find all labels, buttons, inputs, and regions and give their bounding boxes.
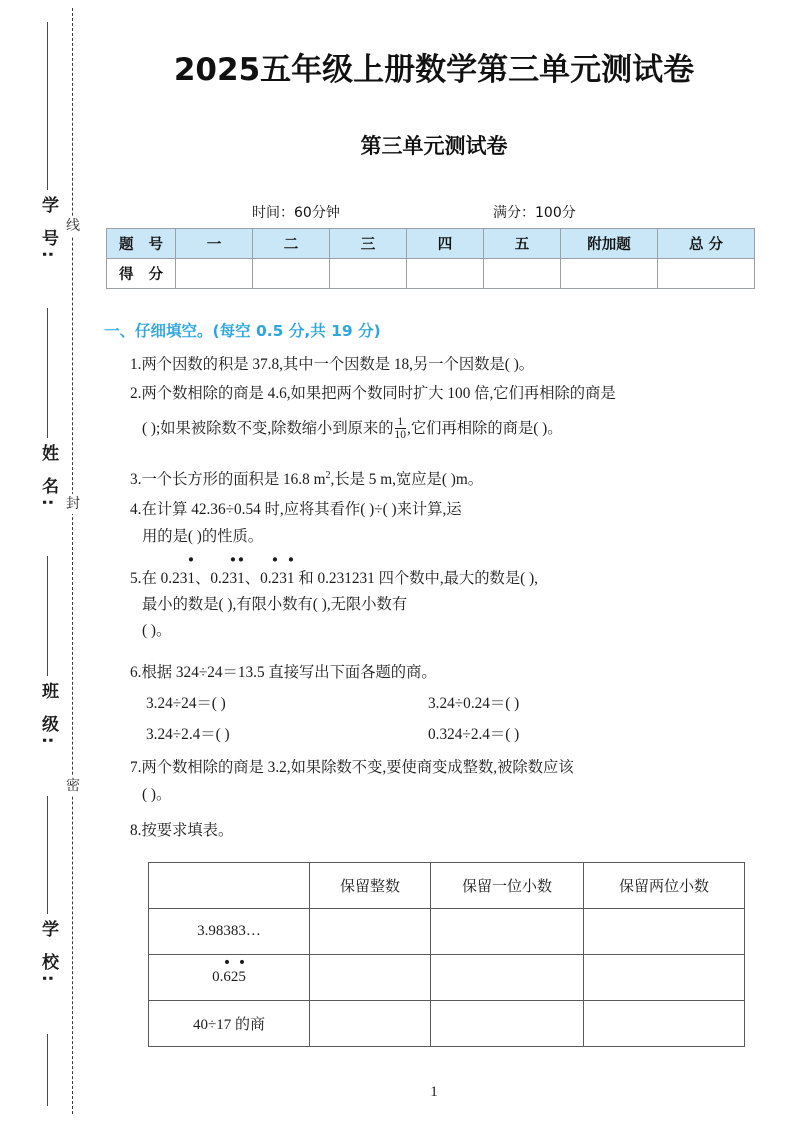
score-table-label-score: 得 分	[107, 259, 176, 289]
score-table-score-row	[107, 259, 755, 289]
exam-duration: 时间：60分钟	[252, 205, 340, 221]
fill-cell-r1c1[interactable]	[310, 909, 431, 955]
question-4-line-2: 用的是( )的性质。	[142, 528, 264, 545]
repeat-dot-digit-4: 2 ·	[272, 566, 280, 591]
fill-table-row-label-2	[149, 955, 310, 1001]
seal-char-xian: 线	[63, 216, 83, 236]
fill-table-header-integer: 保留整数	[310, 863, 431, 909]
seal-label-school: 学 校:	[38, 920, 58, 987]
score-table-header-row	[107, 229, 755, 259]
score-cell-2[interactable]	[253, 259, 330, 289]
question-1: 1.两个因数的积是 37.8,其中一个因数是 18,另一个因数是( )。	[130, 356, 535, 373]
fill-cell-r3c1[interactable]	[310, 1001, 431, 1047]
repeat-dot-digit-5: 1 ·	[287, 566, 295, 591]
fraction-one-tenth	[395, 416, 407, 441]
repeat-dot-digit-1: 1 ·	[187, 566, 195, 591]
exam-sheet	[100, 0, 768, 1122]
repeat-dot-digit-3: 1 ·	[237, 566, 245, 591]
fraction-denominator: 10	[394, 429, 407, 442]
question-7-line-2: ( )。	[142, 786, 172, 803]
seal-rule-1	[47, 22, 48, 190]
table-row	[149, 1001, 745, 1047]
question-2-line-1: 2.两个数相除的商是 4.6,如果把两个数同时扩大 100 倍,它们再相除的商是	[130, 385, 616, 402]
fill-cell-r2c1[interactable]	[310, 955, 431, 1001]
seal-rule-3	[47, 556, 48, 676]
question-5-text-mid-1: 、0.2	[195, 570, 230, 587]
section-heading-one: 一、仔细填空。(每空 0.5 分,共 19 分)	[104, 322, 381, 340]
seal-char-mi: 密	[63, 776, 83, 796]
fill-cell-r3c2[interactable]	[431, 1001, 584, 1047]
exam-full-marks: 满分：100分	[493, 205, 576, 221]
question-2-text-b: ,它们再相除的商是( )。	[407, 420, 563, 438]
score-table-col-5: 五	[484, 229, 561, 259]
score-table-col-total: 总 分	[658, 229, 755, 259]
question-3	[130, 463, 483, 492]
score-table-col-1: 一	[176, 229, 253, 259]
fill-table-header-one-decimal: 保留一位小数	[431, 863, 584, 909]
score-table-col-extra: 附加题	[561, 229, 658, 259]
question-2-line-2	[142, 416, 563, 441]
row2-text-mid: 2	[230, 969, 239, 985]
seal-char-feng: 封	[63, 494, 83, 514]
score-cell-3[interactable]	[330, 259, 407, 289]
fill-cell-r2c2[interactable]	[431, 955, 584, 1001]
score-cell-4[interactable]	[407, 259, 484, 289]
question-6-item-b1: 3.24÷2.4＝( )	[146, 726, 230, 743]
page-subtitle: 第三单元测试卷	[360, 134, 508, 158]
question-3-text-a: 3.一个长方形的面积是 16.8 m	[130, 471, 326, 489]
question-6-item-a1: 3.24÷24＝( )	[146, 695, 226, 712]
question-6-item-a2: 3.24÷0.24＝( )	[428, 695, 520, 712]
question-5-line-3: ( )。	[142, 622, 172, 639]
score-cell-1[interactable]	[176, 259, 253, 289]
question-7-line-1: 7.两个数相除的商是 3.2,如果除数不变,要使商变成整数,被除数应该	[130, 759, 574, 776]
question-4-line-1: 4.在计算 42.36÷0.54 时,应将其看作( )÷( )来计算,运	[130, 501, 462, 518]
table-row	[149, 909, 745, 955]
fill-cell-r1c2[interactable]	[431, 909, 584, 955]
question-5-line-1	[130, 566, 538, 591]
seal-rule-2	[47, 308, 48, 438]
row2-text-pre: 0.	[212, 969, 224, 985]
question-8-title: 8.按要求填表。	[130, 822, 234, 839]
question-5-line-2: 最小的数是( ),有限小数有( ),无限小数有	[142, 596, 408, 613]
seal-label-class: 班 级:	[38, 682, 58, 749]
question-6-line-1: 6.根据 324÷24＝13.5 直接写出下面各题的商。	[130, 664, 437, 681]
question-5-text-pre: 5.在 0.23	[130, 570, 188, 587]
score-table-col-3: 三	[330, 229, 407, 259]
table-row	[149, 955, 745, 1001]
fill-cell-r2c3[interactable]	[584, 955, 745, 1001]
fill-table-header-blank	[149, 863, 310, 909]
fill-table-header-row	[149, 863, 745, 909]
seal-label-name: 姓 名:	[38, 444, 58, 511]
question-2-text-a: ( );如果被除数不变,除数缩小到原来的	[142, 420, 394, 438]
seal-rule-4	[47, 796, 48, 914]
row2-repeat-dot-1: 6 ·	[223, 969, 231, 986]
seal-rule-5	[47, 1034, 48, 1106]
page-number: 1	[430, 1084, 438, 1100]
rounding-fill-table	[148, 862, 745, 1047]
question-3-text-b: ,长是 5 m,宽应是( )m。	[330, 471, 484, 489]
question-5-text-mid-3: 3	[279, 570, 287, 587]
question-5-text-post: 和 0.231231 四个数中,最大的数是( ),	[294, 570, 538, 587]
fill-table-header-two-decimals: 保留两位小数	[584, 863, 745, 909]
score-cell-5[interactable]	[484, 259, 561, 289]
score-cell-total[interactable]	[658, 259, 755, 289]
score-table-col-4: 四	[407, 229, 484, 259]
fill-cell-r3c3[interactable]	[584, 1001, 745, 1047]
question-5-text-mid-2: 、0.	[244, 570, 272, 587]
page-title: 2025五年级上册数学第三单元测试卷	[173, 52, 695, 88]
score-cell-extra[interactable]	[561, 259, 658, 289]
question-6-item-b2: 0.324÷2.4＝( )	[428, 726, 520, 743]
score-table	[106, 228, 755, 289]
row2-repeat-dot-2: 5 ·	[238, 969, 246, 986]
seal-margin	[0, 0, 100, 1122]
question-3-superscript: 2	[325, 470, 331, 481]
score-table-col-2: 二	[253, 229, 330, 259]
seal-label-student-id: 学 号:	[38, 196, 58, 263]
seal-dashed-line	[72, 8, 73, 1114]
fill-table-row-label-1: 3.98383…	[149, 909, 310, 955]
repeat-dot-digit-2: 3 ·	[229, 566, 237, 591]
fill-cell-r1c3[interactable]	[584, 909, 745, 955]
fraction-numerator: 1	[397, 416, 404, 428]
fill-table-row-label-3: 40÷17 的商	[149, 1001, 310, 1047]
score-table-label-question-no: 题 号	[107, 229, 176, 259]
